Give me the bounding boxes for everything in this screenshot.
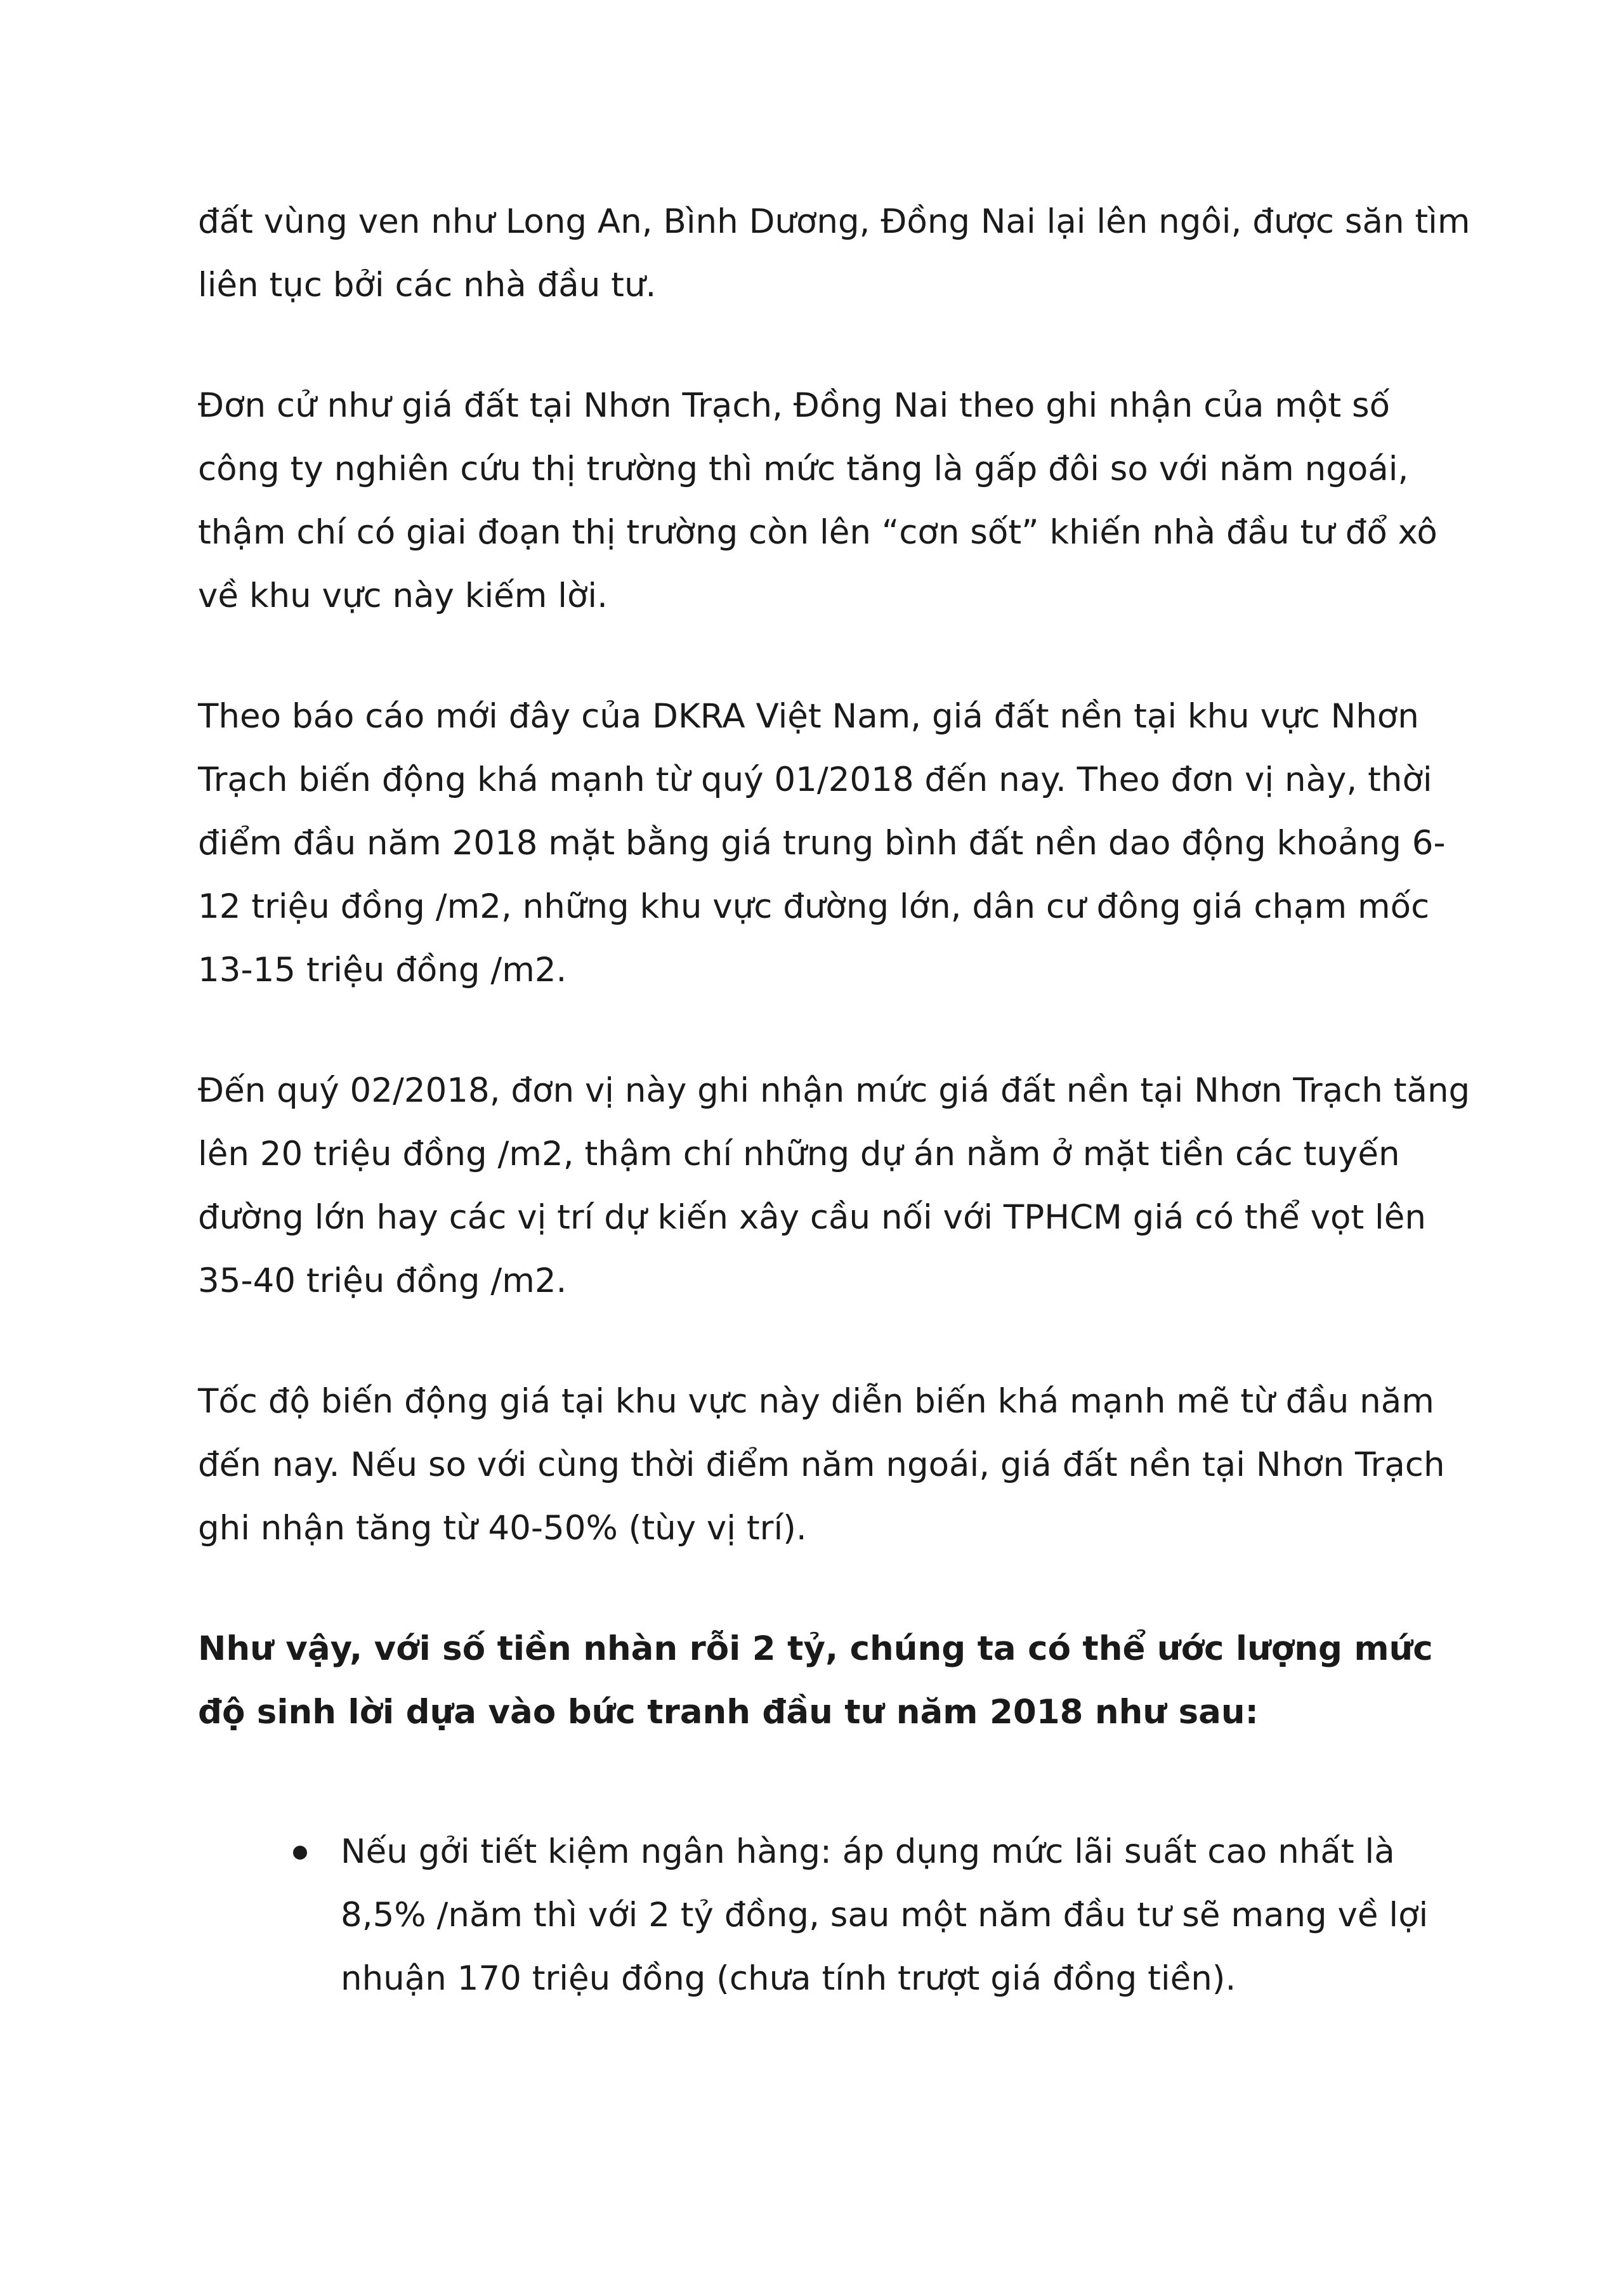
document-body [198, 190, 1479, 2011]
paragraph-land-suburbs: đất vùng ven như Long An, Bình Dương, Đồng Nai lại lên ngôi, được săn tìm liên tục bởi các nhà đầu tư. [198, 202, 1470, 304]
bullet-text: Nếu gởi tiết kiệm ngân hàng: áp dụng mức lãi suất cao nhất là 8,5% /năm thì với 2 tỷ đồng, sau một năm đầu tư sẽ mang về lợi nhuận 170 triệu đồng (chưa tính trượt giá đồng tiền). [341, 1832, 1429, 1998]
paragraph-nhon-trach-price: Đơn cử như giá đất tại Nhơn Trạch, Đồng Nai theo ghi nhận của một số công ty nghiên cứu thị trường thì mức tăng là gấp đôi so với năm ngoái, thậm chí có giai đoạn thị trường còn lên “cơn sốt” khiến nhà đầu tư đổ xô về khu vực này kiếm lời. [198, 386, 1437, 615]
bullet-icon [293, 1846, 307, 1860]
paragraph-q2-2018: Đến quý 02/2018, đơn vị này ghi nhận mức giá đất nền tại Nhơn Trạch tăng lên 20 triệu đồng /m2, thậm chí những dự án nằm ở mặt tiền các tuyến đường lớn hay các vị trí dự kiến xây cầu nối với TPHCM giá có thể vọt lên 35-40 triệu đồng /m2. [198, 1071, 1470, 1300]
paragraph-price-growth: Tốc độ biến động giá tại khu vực này diễn biến khá mạnh mẽ từ đầu năm đến nay. Nếu so với cùng thời điểm năm ngoái, giá đất nền tại Nhơn Trạch ghi nhận tăng từ 40-50% (tùy vị trí). [198, 1382, 1445, 1548]
bullet-list [198, 1820, 1479, 2011]
paragraph-dkra-report: Theo báo cáo mới đây của DKRA Việt Nam, giá đất nền tại khu vực Nhơn Trạch biến động khá mạnh từ quý 01/2018 đến nay. Theo đơn vị này, thời điểm đầu năm 2018 mặt bằng giá trung bình đất nền dao động khoảng 6-12 triệu đồng /m2, những khu vực đường lớn, dân cư đông giá chạm mốc 13-15 triệu đồng /m2. [198, 697, 1446, 989]
paragraph-investment-estimate-heading: Như vậy, với số tiền nhàn rỗi 2 tỷ, chúng ta có thể ước lượng mức độ sinh lời dựa vào bức tranh đầu tư năm 2018 như sau: [198, 1629, 1433, 1732]
list-item [198, 1820, 1479, 2011]
